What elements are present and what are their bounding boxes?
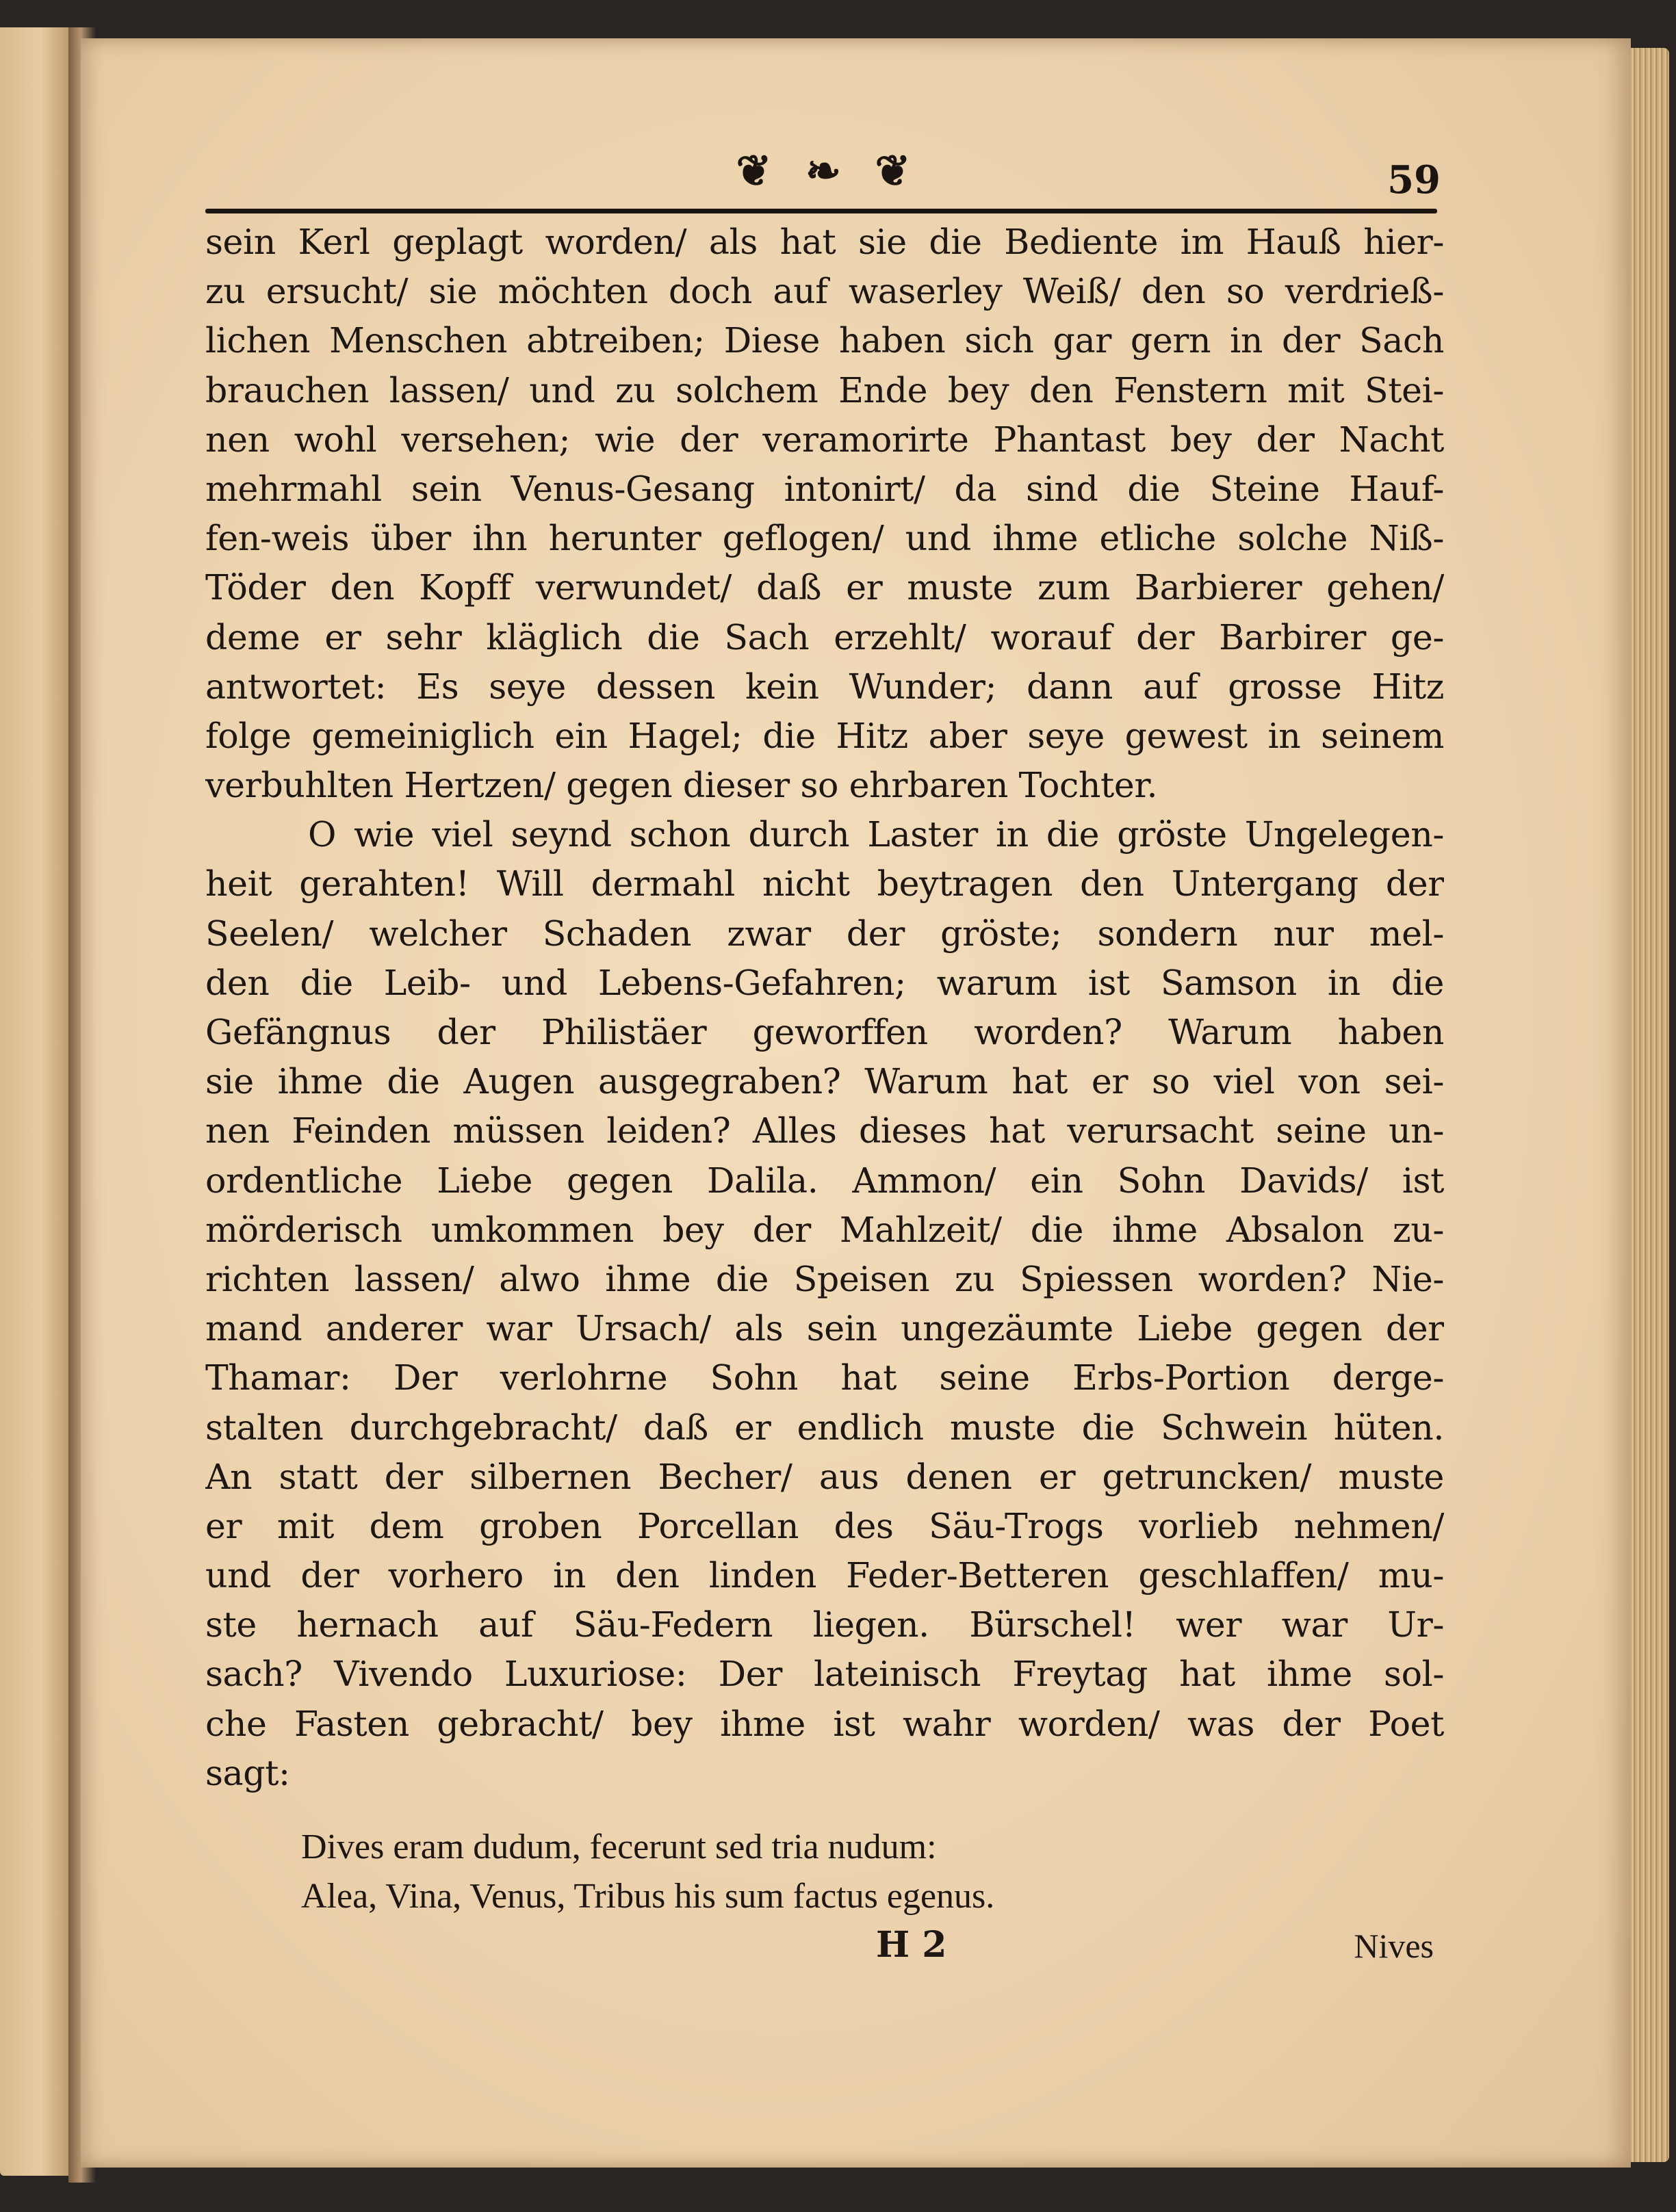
text-line: sach? Vivendo Luxuriose: Der lateinisch Freytag hat ihme sol-	[205, 1654, 1444, 1695]
text-line: antwortet: Es seye dessen kein Wunder; dann auf grosse Hitz	[205, 666, 1444, 707]
text-line: fen-weis über ihn herunter geflogen/ und ihme etliche solche Niß-	[205, 518, 1444, 559]
page-number: 59	[1387, 157, 1441, 203]
text-line: richten lassen/ alwo ihme die Speisen zu Spiessen worden? Nie-	[205, 1258, 1444, 1299]
previous-page-edge	[0, 27, 74, 2176]
text-line: verbuhlten Hertzen/ gegen dieser so ehrbaren Tochter.	[205, 765, 1158, 806]
body-text	[205, 218, 1444, 1798]
text-line: O wie viel seynd schon durch Laster in die gröste Ungelegen-	[308, 814, 1444, 855]
header-rule	[205, 209, 1437, 213]
text-line: An statt der silbernen Becher/ aus denen er getruncken/ muste	[205, 1456, 1444, 1497]
verse-line-2: Alea, Vina, Venus, Tribus his sum factus egenus.	[301, 1877, 995, 1916]
verse-line-1: Dives eram dudum, fecerunt sed tria nudum:	[301, 1827, 937, 1866]
text-line: Thamar: Der verlohrne Sohn hat seine Erbs-Portion derge-	[205, 1357, 1444, 1398]
text-line: nen Feinden müssen leiden? Alles dieses hat verursacht seine un-	[205, 1110, 1444, 1151]
text-line: er mit dem groben Porcellan des Säu-Trogs vorlieb nehmen/	[205, 1505, 1444, 1546]
text-line: mand anderer war Ursach/ als sein ungezäumte Liebe gegen der	[205, 1308, 1444, 1349]
text-line: Töder den Kopff verwundet/ daß er muste zum Barbierer gehen/	[205, 567, 1444, 608]
text-line: mörderisch umkommen bey der Mahlzeit/ die ihme Absalon zu-	[205, 1209, 1444, 1250]
catchword: Nives	[1354, 1927, 1434, 1965]
page-edges	[1631, 48, 1669, 2162]
text-line: brauchen lassen/ und zu solchem Ende bey den Fenstern mit Stei-	[205, 369, 1444, 411]
text-line: stalten durchgebracht/ daß er endlich muste die Schwein hüten.	[205, 1407, 1444, 1448]
text-line: heit gerahten! Will dermahl nicht beytragen den Untergang der	[205, 863, 1444, 905]
text-line: folge gemeiniglich ein Hagel; die Hitz aber seye gewest in seinem	[205, 715, 1444, 756]
text-line: sein Kerl geplagt worden/ als hat sie die Bediente im Hauß hier-	[205, 222, 1444, 262]
header-ornament: ❦ ❧ ❦	[736, 146, 920, 196]
signature-mark: H 2	[876, 1924, 947, 1966]
text-line: mehrmahl sein Venus-Gesang intonirt/ da sind die Steine Hauf-	[205, 468, 1444, 509]
text-line: sie ihme die Augen ausgegraben? Warum hat er so viel von sei-	[205, 1061, 1444, 1102]
text-line: den die Leib- und Lebens-Gefahren; warum ist Samson in die	[205, 962, 1444, 1003]
text-line: Gefängnus der Philistäer geworffen worden? Warum haben	[205, 1012, 1444, 1052]
text-line: nen wohl versehen; wie der veramorirte Phantast bey der Nacht	[205, 419, 1444, 460]
text-line: lichen Menschen abtreiben; Diese haben sich gar gern in der Sach	[205, 320, 1444, 361]
text-line: sagt:	[205, 1752, 290, 1793]
text-line: zu ersucht/ sie möchten doch auf waserley Weiß/ den so verdrieß-	[205, 271, 1444, 312]
text-line: ordentliche Liebe gegen Dalila. Ammon/ ein Sohn Davids/ ist	[205, 1160, 1444, 1201]
text-line: deme er sehr kläglich die Sach erzehlt/ worauf der Barbirer ge-	[205, 616, 1444, 658]
text-line: ste hernach auf Säu-Federn liegen. Bürschel! wer war Ur-	[205, 1604, 1444, 1645]
text-line: und der vorhero in den linden Feder-Betteren geschlaffen/ mu-	[205, 1555, 1444, 1596]
text-line: che Fasten gebracht/ bey ihme ist wahr worden/ was der Poet	[205, 1703, 1444, 1744]
text-line: Seelen/ welcher Schaden zwar der gröste; sondern nur mel-	[205, 913, 1444, 954]
